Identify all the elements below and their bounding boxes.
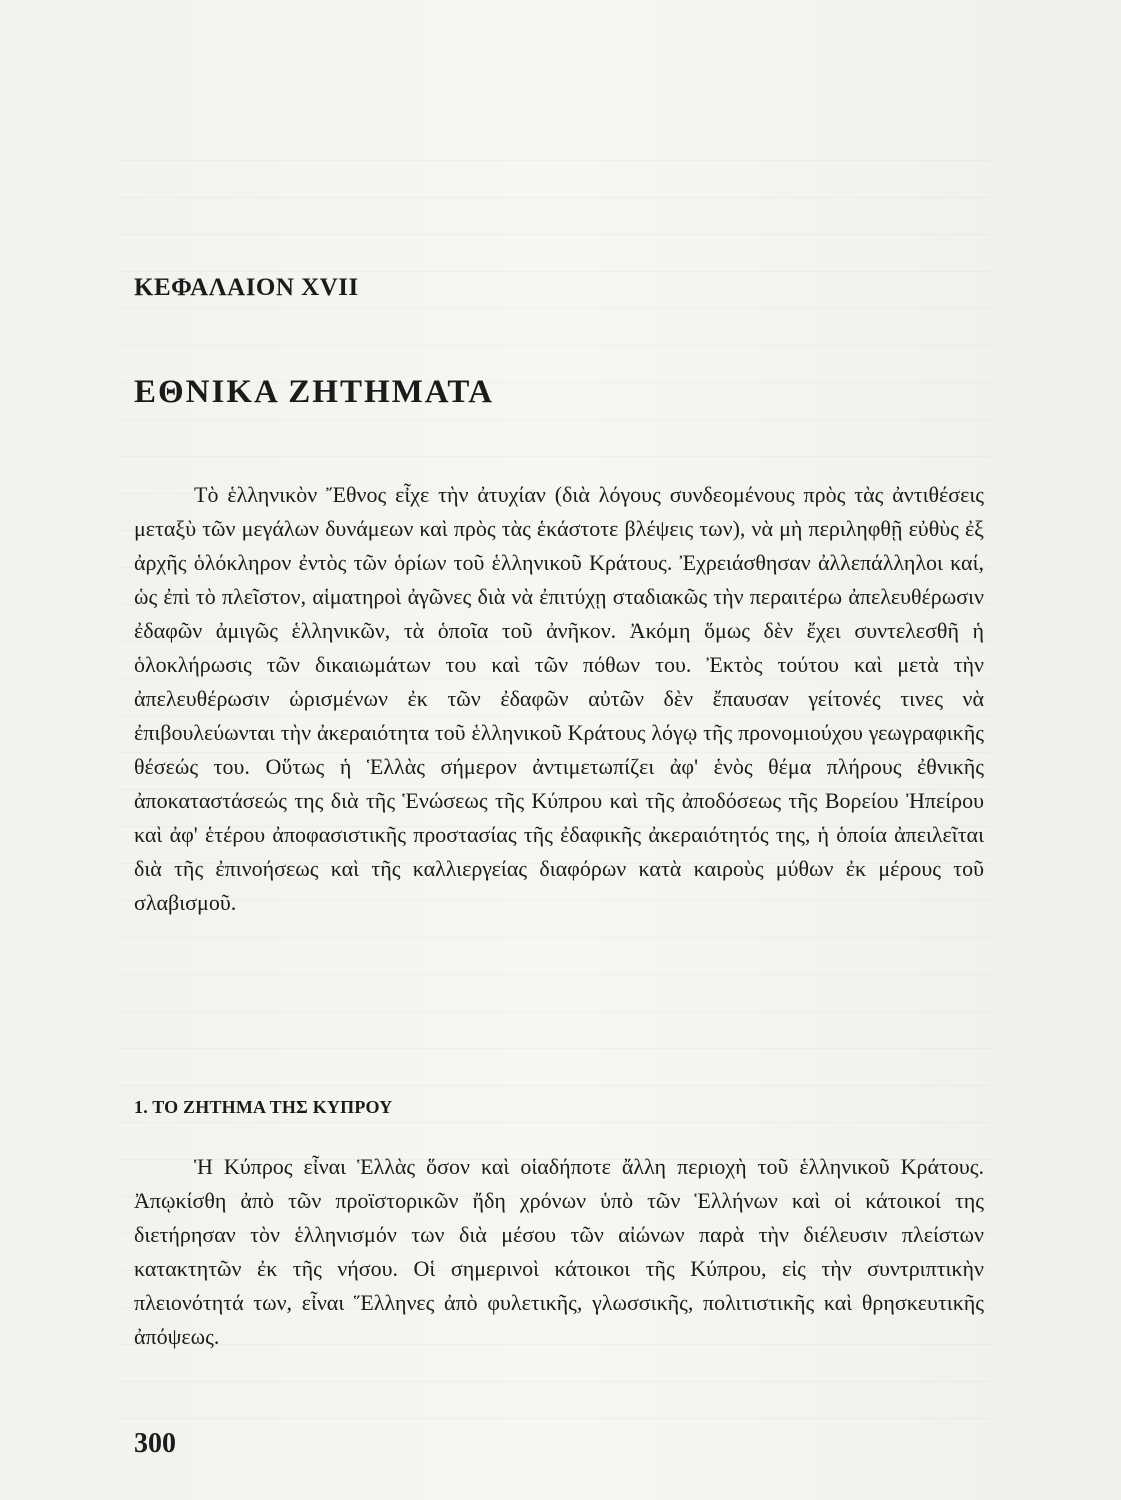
intro-paragraph: Τὸ ἑλληνικὸν Ἔθνος εἶχε τὴν ἀτυχίαν (διὰ λόγους συνδεομένους πρὸς τὰς ἀντιθέσεις μεταξὺ τῶν μεγάλων δυνάμεων καὶ πρὸς τὰς ἑκάστοτε βλέψεις των), νὰ μὴ περιληφθῇ εὐθὺς ἐξ ἀρχῆς ὁλόκληρον ἐντὸς τῶν ὁρίων τοῦ ἑλληνικοῦ Κράτους. Ἐχρειάσθησαν ἀλλεπάλληλοι καί, ὡς ἐπὶ τὸ πλεῖστον, αἱματηροὶ ἀγῶνες διὰ νὰ ἐπιτύχῃ σταδιακῶς τὴν περαιτέρω ἀπελευθέρωσιν ἐδαφῶν ἀμιγῶς ἑλληνικῶν, τὰ ὁποῖα τοῦ ἀνῆκον. Ἀκόμη ὅμως δὲν ἔχει συντελεσθῆ ἡ ὁλοκλήρωσις τῶν δικαιωμάτων του καὶ τῶν πόθων του. Ἐκτὸς τούτου καὶ μετὰ τὴν ἀπελευθέρωσιν ὡρισμένων ἐκ τῶν ἐδαφῶν αὐτῶν δὲν ἔπαυσαν γείτονές τινες νὰ ἐπιβουλεύωνται τὴν ἀκεραιότητα τοῦ ἑλληνικοῦ Κράτους λόγῳ τῆς προνομιούχου γεωγραφικῆς θέσεώς του. Οὕτως ἡ Ἑλλὰς σήμερον ἀντιμετωπίζει ἀφ' ἑνὸς θέμα πλήρους ἐθνικῆς ἀποκαταστάσεώς της διὰ τῆς Ἑνώσεως τῆς Κύπρου καὶ τῆς ἀποδόσεως τῆς Βορείου Ἠπείρου καὶ ἀφ' ἑτέρου ἀποφασιστικῆς προστασίας τῆς ἐδαφικῆς ἀκεραιότητός της, ἡ ὁποία ἀπειλεῖται διὰ τῆς ἐπινοήσεως καὶ τῆς καλλιεργείας διαφόρων κατὰ καιροὺς μύθων ἐκ μέρους τοῦ σλαβισμοῦ.	[134, 482, 984, 915]
section-heading: 1. ΤΟ ΖΗΤΗΜΑ ΤΗΣ ΚΥΠΡΟΥ	[134, 1097, 393, 1117]
page-number: 300	[134, 1428, 176, 1459]
section-paragraph: Ἡ Κύπρος εἶναι Ἑλλὰς ὅσον καὶ οἱαδήποτε ἄλλη περιοχὴ τοῦ ἑλληνικοῦ Κράτους. Ἀπῳκίσθη ἀπὸ τῶν προϊστορικῶν ἤδη χρόνων ὑπὸ τῶν Ἑλλήνων καὶ οἱ κάτοικοί της διετήρησαν τὸν ἑλληνισμόν των διὰ μέσου τῶν αἰώνων παρὰ τὴν διέλευσιν πλείστων κατακτητῶν ἐκ τῆς νήσου. Οἱ σημερινοὶ κάτοικοι τῆς Κύπρου, εἰς τὴν συντριπτικὴν πλειονότητά των, εἶναι Ἕλληνες ἀπὸ φυλετικῆς, γλωσσικῆς, πολιτιστικῆς καὶ θρησκευτικῆς ἀπόψεως.	[134, 1154, 984, 1349]
chapter-label: ΚΕΦΑΛΑΙΟΝ XVII	[134, 274, 359, 301]
chapter-title: ΕΘΝΙΚΑ ΖΗΤΗΜΑΤΑ	[134, 374, 495, 410]
